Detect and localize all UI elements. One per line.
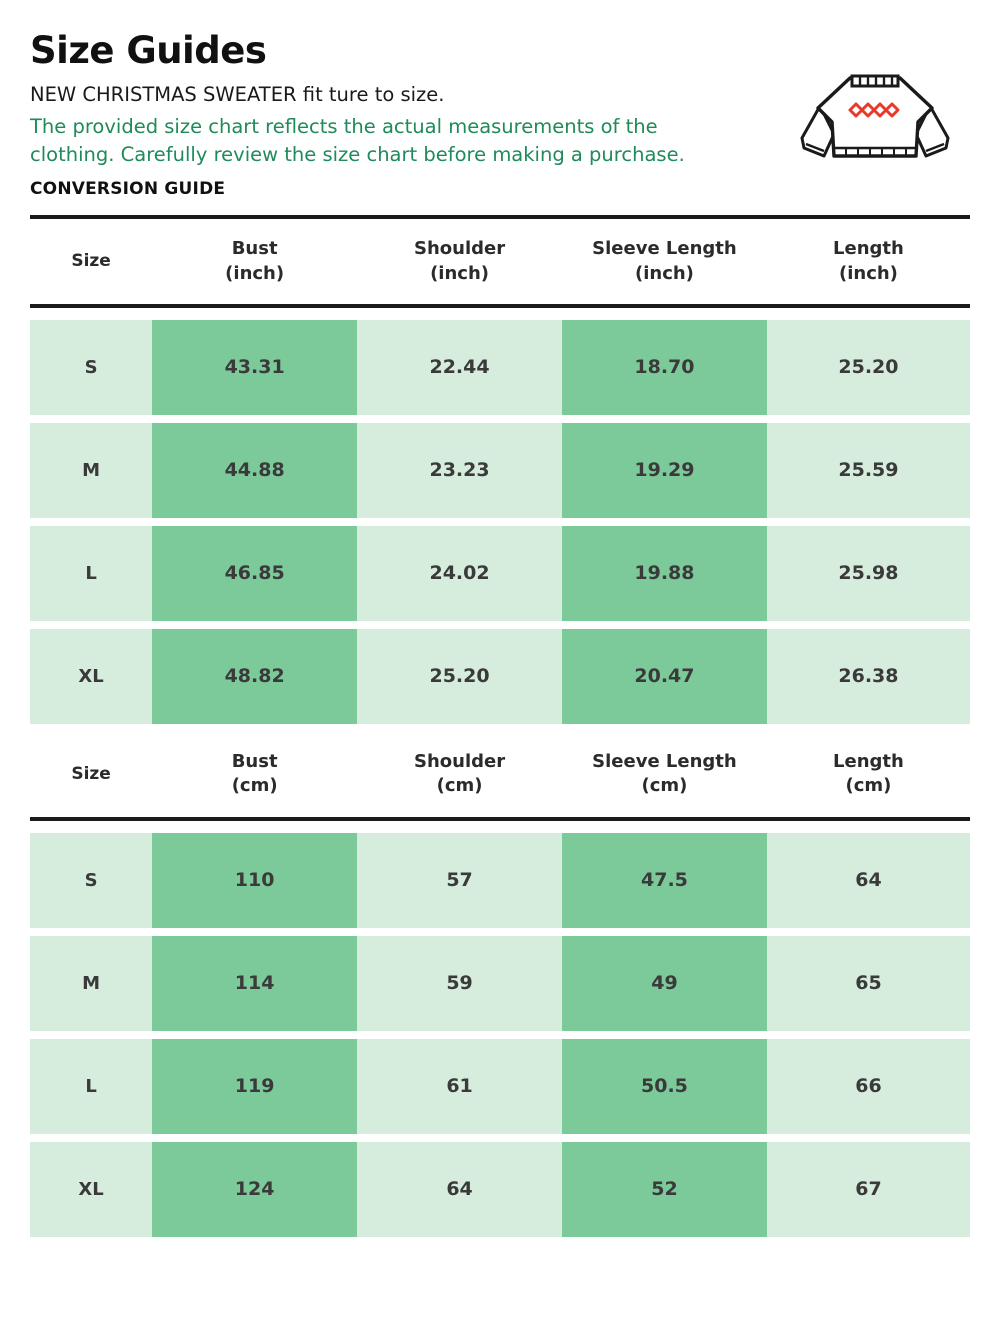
cell-length: 25.98	[767, 522, 970, 625]
size-chart-description: The provided size chart reflects the actual measurements of the clothing. Carefully review the size chart before making a purchase.	[30, 114, 685, 167]
col-header-shoulder-cm	[357, 732, 562, 819]
cell-shoulder: 25.20	[357, 625, 562, 728]
cell-size: S	[30, 320, 152, 419]
cell-shoulder: 61	[357, 1035, 562, 1138]
table-row	[30, 320, 970, 419]
cell-length: 66	[767, 1035, 970, 1138]
cell-bust: 48.82	[152, 625, 357, 728]
col-header-length-label: Length	[833, 238, 904, 260]
cell-sleeve: 20.47	[562, 625, 767, 728]
cell-sleeve: 50.5	[562, 1035, 767, 1138]
table-spacer	[30, 819, 970, 833]
col-header-bust-label: Bust	[231, 238, 278, 260]
table-row	[30, 522, 970, 625]
cell-sleeve: 19.29	[562, 419, 767, 522]
col-header-length-cm-label: Length	[833, 750, 904, 772]
col-header-length-unit: (inch)	[838, 262, 898, 284]
col-header-bust-cm	[152, 732, 357, 819]
col-header-sleeve-label: Sleeve Length	[592, 238, 737, 260]
col-header-sleeve	[562, 219, 767, 306]
cell-sleeve: 49	[562, 932, 767, 1035]
table-row	[30, 833, 970, 932]
col-header-sleeve-cm-unit: (cm)	[641, 775, 688, 797]
cell-bust: 110	[152, 833, 357, 932]
cell-length: 67	[767, 1138, 970, 1241]
col-header-shoulder-unit: (inch)	[430, 262, 489, 284]
cell-size: L	[30, 522, 152, 625]
col-header-sleeve-cm-label: Sleeve Length	[592, 750, 737, 772]
table-row	[30, 1138, 970, 1241]
col-header-size-cm: Size	[71, 763, 111, 784]
cell-length: 65	[767, 932, 970, 1035]
col-header-length-cm	[767, 732, 970, 819]
table-spacer	[30, 306, 970, 320]
col-header-shoulder	[357, 219, 562, 306]
col-header-bust	[152, 219, 357, 306]
cell-size: M	[30, 419, 152, 522]
size-table-inch	[30, 219, 970, 732]
cell-bust: 119	[152, 1035, 357, 1138]
col-header-shoulder-label: Shoulder	[413, 238, 506, 260]
cell-bust: 124	[152, 1138, 357, 1241]
cell-sleeve: 52	[562, 1138, 767, 1241]
cell-bust: 44.88	[152, 419, 357, 522]
cell-bust: 46.85	[152, 522, 357, 625]
cell-sleeve: 19.88	[562, 522, 767, 625]
col-header-bust-unit: (inch)	[225, 262, 285, 284]
fit-note: NEW CHRISTMAS SWEATER fit ture to size.	[30, 82, 445, 106]
cell-size: S	[30, 833, 152, 932]
cell-length: 26.38	[767, 625, 970, 728]
cell-length: 25.59	[767, 419, 970, 522]
table-row	[30, 419, 970, 522]
col-header-length-cm-unit: (cm)	[845, 775, 892, 797]
cell-shoulder: 24.02	[357, 522, 562, 625]
cell-bust: 43.31	[152, 320, 357, 419]
cell-bust: 114	[152, 932, 357, 1035]
cell-size: XL	[30, 625, 152, 728]
col-header-length	[767, 219, 970, 306]
cell-size: L	[30, 1035, 152, 1138]
page-title: Size Guides	[30, 29, 267, 72]
col-header-shoulder-cm-label: Shoulder	[413, 750, 506, 772]
cell-shoulder: 23.23	[357, 419, 562, 522]
conversion-guide-label: CONVERSION GUIDE	[30, 179, 226, 200]
sweater-icon	[790, 60, 960, 170]
table-header-row-cm	[30, 732, 970, 819]
col-header-sleeve-unit: (inch)	[634, 262, 694, 284]
table-header-row-inch	[30, 219, 970, 306]
cell-sleeve: 18.70	[562, 320, 767, 419]
cell-length: 64	[767, 833, 970, 932]
cell-length: 25.20	[767, 320, 970, 419]
cell-shoulder: 57	[357, 833, 562, 932]
col-header-bust-cm-unit: (cm)	[231, 775, 278, 797]
col-header-sleeve-cm	[562, 732, 767, 819]
table-row	[30, 1035, 970, 1138]
cell-size: XL	[30, 1138, 152, 1241]
cell-size: M	[30, 932, 152, 1035]
cell-shoulder: 64	[357, 1138, 562, 1241]
cell-sleeve: 47.5	[562, 833, 767, 932]
col-header-size: Size	[71, 251, 111, 272]
cell-shoulder: 59	[357, 932, 562, 1035]
col-header-shoulder-cm-unit: (cm)	[436, 775, 483, 797]
table-row	[30, 932, 970, 1035]
table-row	[30, 625, 970, 728]
cell-shoulder: 22.44	[357, 320, 562, 419]
size-table-cm	[30, 732, 970, 1245]
page-header	[30, 0, 970, 199]
col-header-bust-cm-label: Bust	[231, 750, 278, 772]
